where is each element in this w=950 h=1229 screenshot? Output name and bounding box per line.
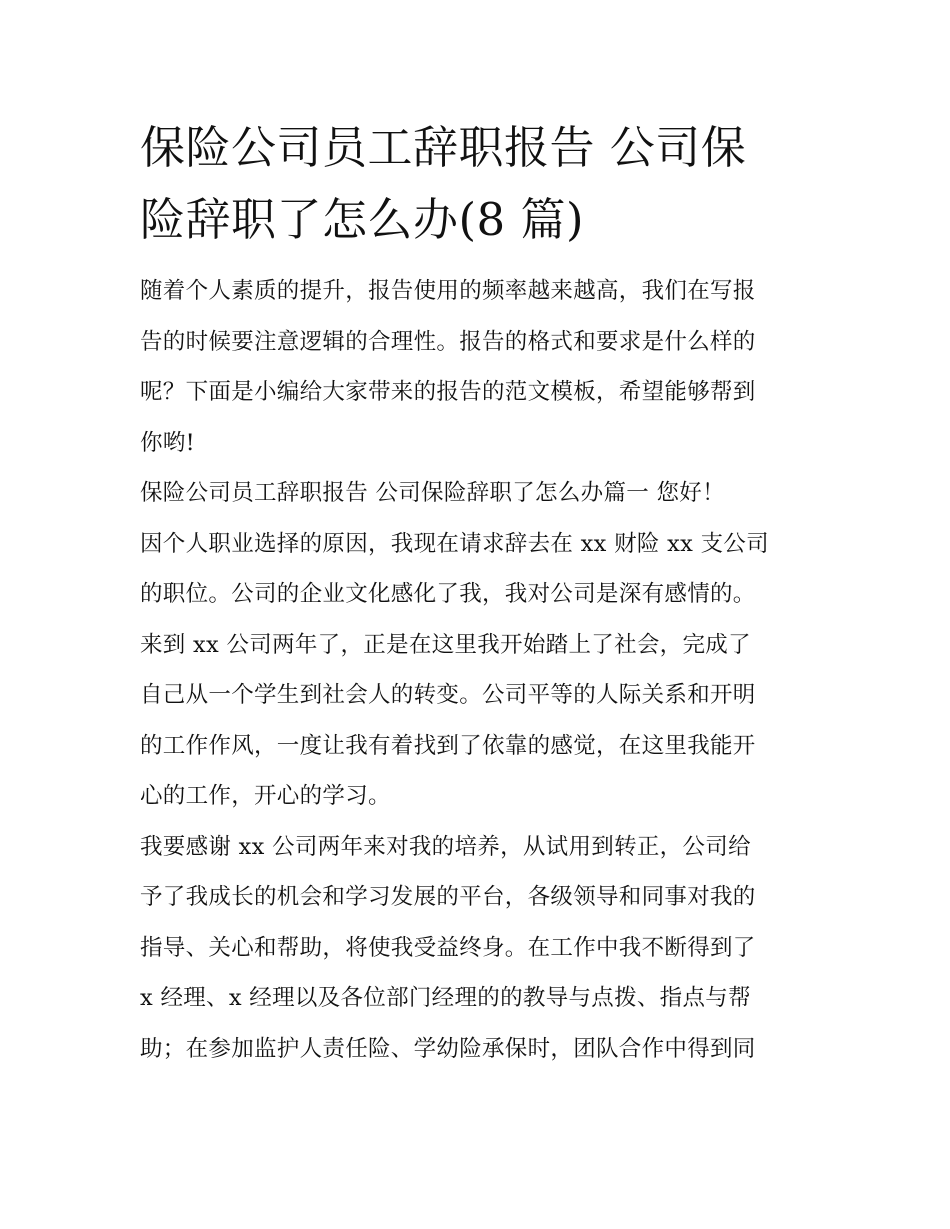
- text-line: 助；在参加监护人责任险、学幼险承保时，团队合作中得到同: [140, 1035, 756, 1062]
- intro-paragraph: [140, 266, 812, 468]
- text-line: 随着个人素质的提升，报告使用的频率越来越高，我们在写报: [140, 278, 756, 304]
- title-line: 保险公司员工辞职报告 公司保: [140, 121, 747, 174]
- body-paragraph: [140, 822, 812, 1075]
- text-line: 指导、关心和帮助，将使我受益终身。在工作中我不断得到了: [140, 934, 756, 961]
- section-heading-paragraph: [140, 468, 812, 519]
- text-line: 呢？下面是小编给大家带来的报告的范文模板，希望能够帮到: [140, 379, 756, 405]
- text-line: 告的时候要注意逻辑的合理性。报告的格式和要求是什么样的: [140, 328, 756, 355]
- text-line: 自己从一个学生到社会人的转变。公司平等的人际关系和开明: [140, 682, 756, 708]
- text-line: 保险公司员工辞职报告 公司保险辞职了怎么办篇一 您好！: [140, 480, 725, 506]
- document-title: [140, 112, 812, 256]
- text-line: 心的工作，开心的学习。: [140, 783, 391, 809]
- text-line: 我要感谢 xx 公司两年来对我的培养，从试用到转正，公司给: [140, 833, 751, 860]
- text-line: 的工作作风，一度让我有着找到了依靠的感觉，在这里我能开: [140, 732, 756, 759]
- text-line: x 经理、x 经理以及各位部门经理的的教导与点拨、指点与帮: [140, 985, 751, 1011]
- text-line: 的职位。公司的企业文化感化了我，我对公司是深有感情的。: [140, 581, 756, 607]
- document-body: [140, 112, 812, 1074]
- text-line: 你哟!: [140, 429, 195, 456]
- text-line: 来到 xx 公司两年了，正是在这里我开始踏上了社会，完成了: [140, 631, 751, 658]
- body-paragraph: [140, 519, 812, 822]
- text-line: 予了我成长的机会和学习发展的平台，各级领导和同事对我的: [140, 884, 756, 910]
- text-line: 因个人职业选择的原因，我现在请求辞去在 xx 财险 xx 支公司: [140, 530, 769, 557]
- title-line: 险辞职了怎么办(8 篇): [140, 193, 585, 246]
